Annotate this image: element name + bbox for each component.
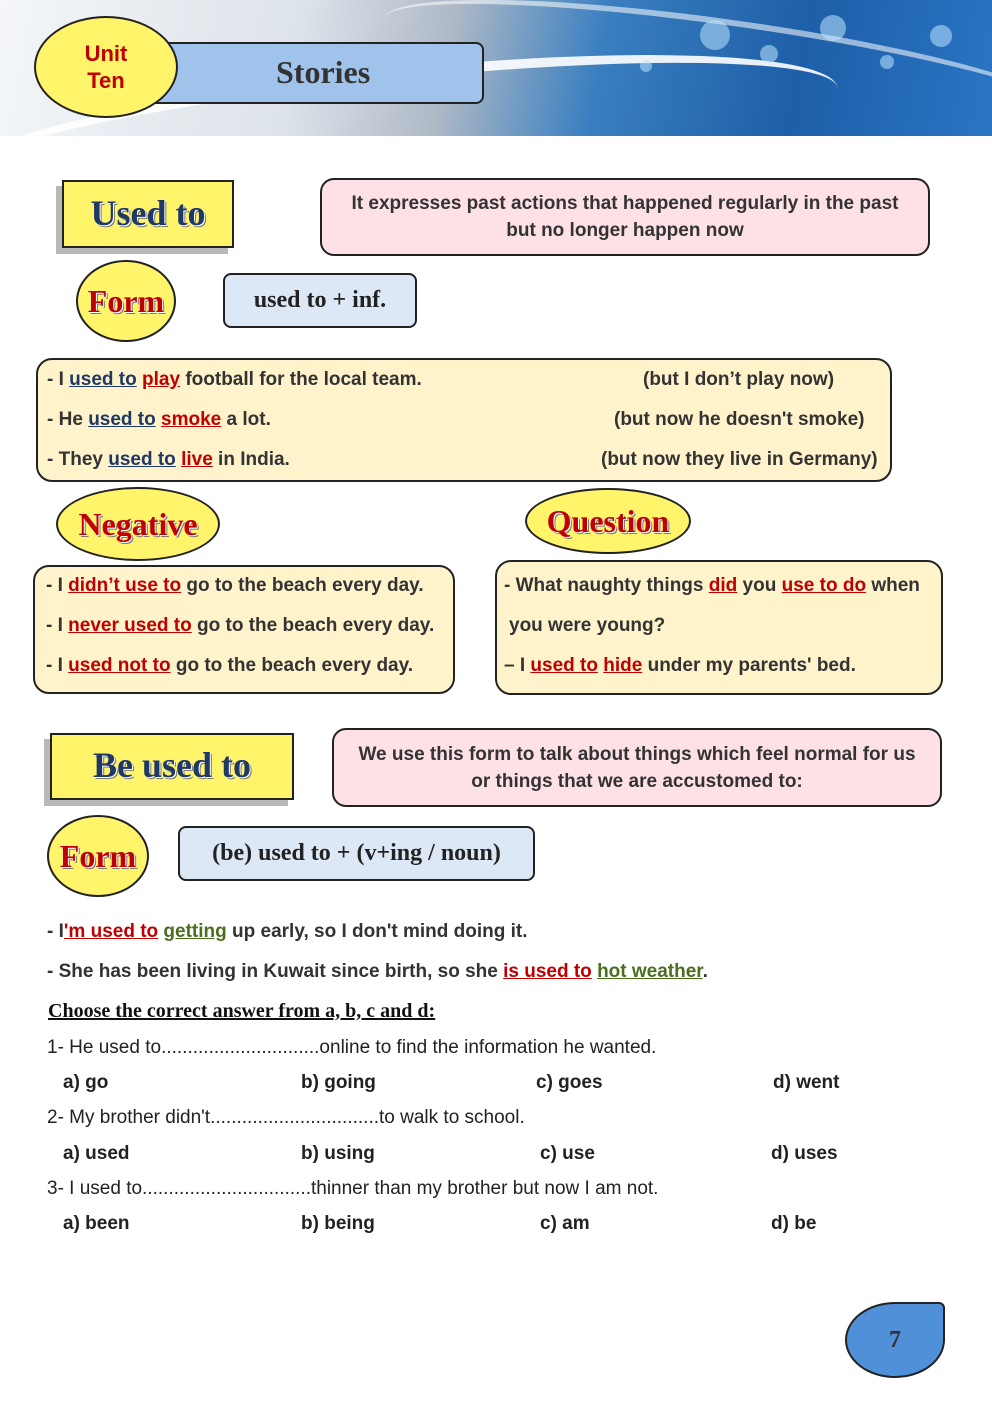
exercise-instruction: Choose the correct answer from a, b, c and d:: [48, 1000, 436, 1022]
question-2-option-c[interactable]: c) use: [540, 1143, 595, 1164]
negative-label: Negative: [56, 487, 220, 561]
used-to-example-1-note: (but I don’t play now): [643, 369, 835, 390]
negative-line-1: - I didn’t use to go to the beach every day.: [46, 575, 424, 596]
page-number: 7: [845, 1302, 945, 1378]
question-1-option-b[interactable]: b) going: [301, 1072, 376, 1093]
used-to-definition-line1: It expresses past actions that happened regularly in the past: [351, 193, 899, 214]
be-used-to-form-label: Form: [47, 815, 149, 897]
question-1-text: 1- He used to..............................online to find the information he wanted.: [47, 1037, 657, 1058]
question-3-option-b[interactable]: b) being: [301, 1213, 375, 1234]
question-3-option-a[interactable]: a) been: [63, 1213, 130, 1234]
be-used-to-title: Be used to: [50, 733, 294, 800]
negative-line-2: - I never used to go to the beach every day.: [46, 615, 435, 636]
used-to-example-2-note: (but now he doesn't smoke): [614, 409, 865, 430]
be-used-to-definition-line1: We use this form to talk about things which feel normal for us: [358, 743, 916, 765]
question-1-option-c[interactable]: c) goes: [536, 1072, 603, 1093]
used-to-title: Used to: [62, 180, 234, 248]
be-used-to-formula: (be) used to + (v+ing / noun): [178, 826, 535, 881]
unit-title-tab: [150, 42, 484, 104]
question-line-3: – I used to hide under my parents' bed.: [504, 655, 856, 676]
question-3-option-c[interactable]: c) am: [540, 1213, 590, 1234]
used-to-definition: [320, 178, 930, 256]
be-used-to-definition: [332, 728, 942, 807]
question-label: Question: [525, 488, 691, 554]
be-used-to-example-2: - She has been living in Kuwait since birth, so she is used to hot weather.: [47, 961, 708, 982]
question-2-option-b[interactable]: b) using: [301, 1143, 375, 1164]
used-to-example-3: - They used to live in India.: [47, 449, 290, 470]
negative-line-3: - I used not to go to the beach every day.: [46, 655, 414, 676]
used-to-example-1: - I used to play football for the local team.: [47, 369, 422, 390]
used-to-example-2: - He used to smoke a lot.: [47, 409, 271, 430]
unit-badge: [34, 16, 178, 118]
question-line-1: - What naughty things did you use to do when: [504, 575, 920, 596]
used-to-definition-line2: but no longer happen now: [506, 220, 744, 241]
question-1-option-d[interactable]: d) went: [773, 1072, 840, 1093]
unit-title: Stories: [276, 54, 371, 90]
question-3-text: 3- I used to................................thinner than my brother but now I am not.: [47, 1178, 659, 1199]
question-1-option-a[interactable]: a) go: [63, 1072, 109, 1093]
question-2-option-d[interactable]: d) uses: [771, 1143, 838, 1164]
be-used-to-example-1: - I'm used to getting up early, so I don't mind doing it.: [47, 921, 528, 942]
be-used-to-definition-line2: or things that we are accustomed to:: [471, 770, 803, 792]
used-to-example-3-note: (but now they live in Germany): [601, 449, 878, 470]
used-to-formula: used to + inf.: [223, 273, 417, 328]
unit-label: Unit: [84, 41, 128, 66]
question-2-text: 2- My brother didn't................................to walk to school.: [47, 1107, 525, 1128]
used-to-form-label: Form: [76, 260, 176, 342]
question-line-2: you were young?: [509, 615, 666, 636]
unit-number: Ten: [87, 68, 125, 93]
question-2-option-a[interactable]: a) used: [63, 1143, 130, 1164]
question-3-option-d[interactable]: d) be: [771, 1213, 817, 1234]
